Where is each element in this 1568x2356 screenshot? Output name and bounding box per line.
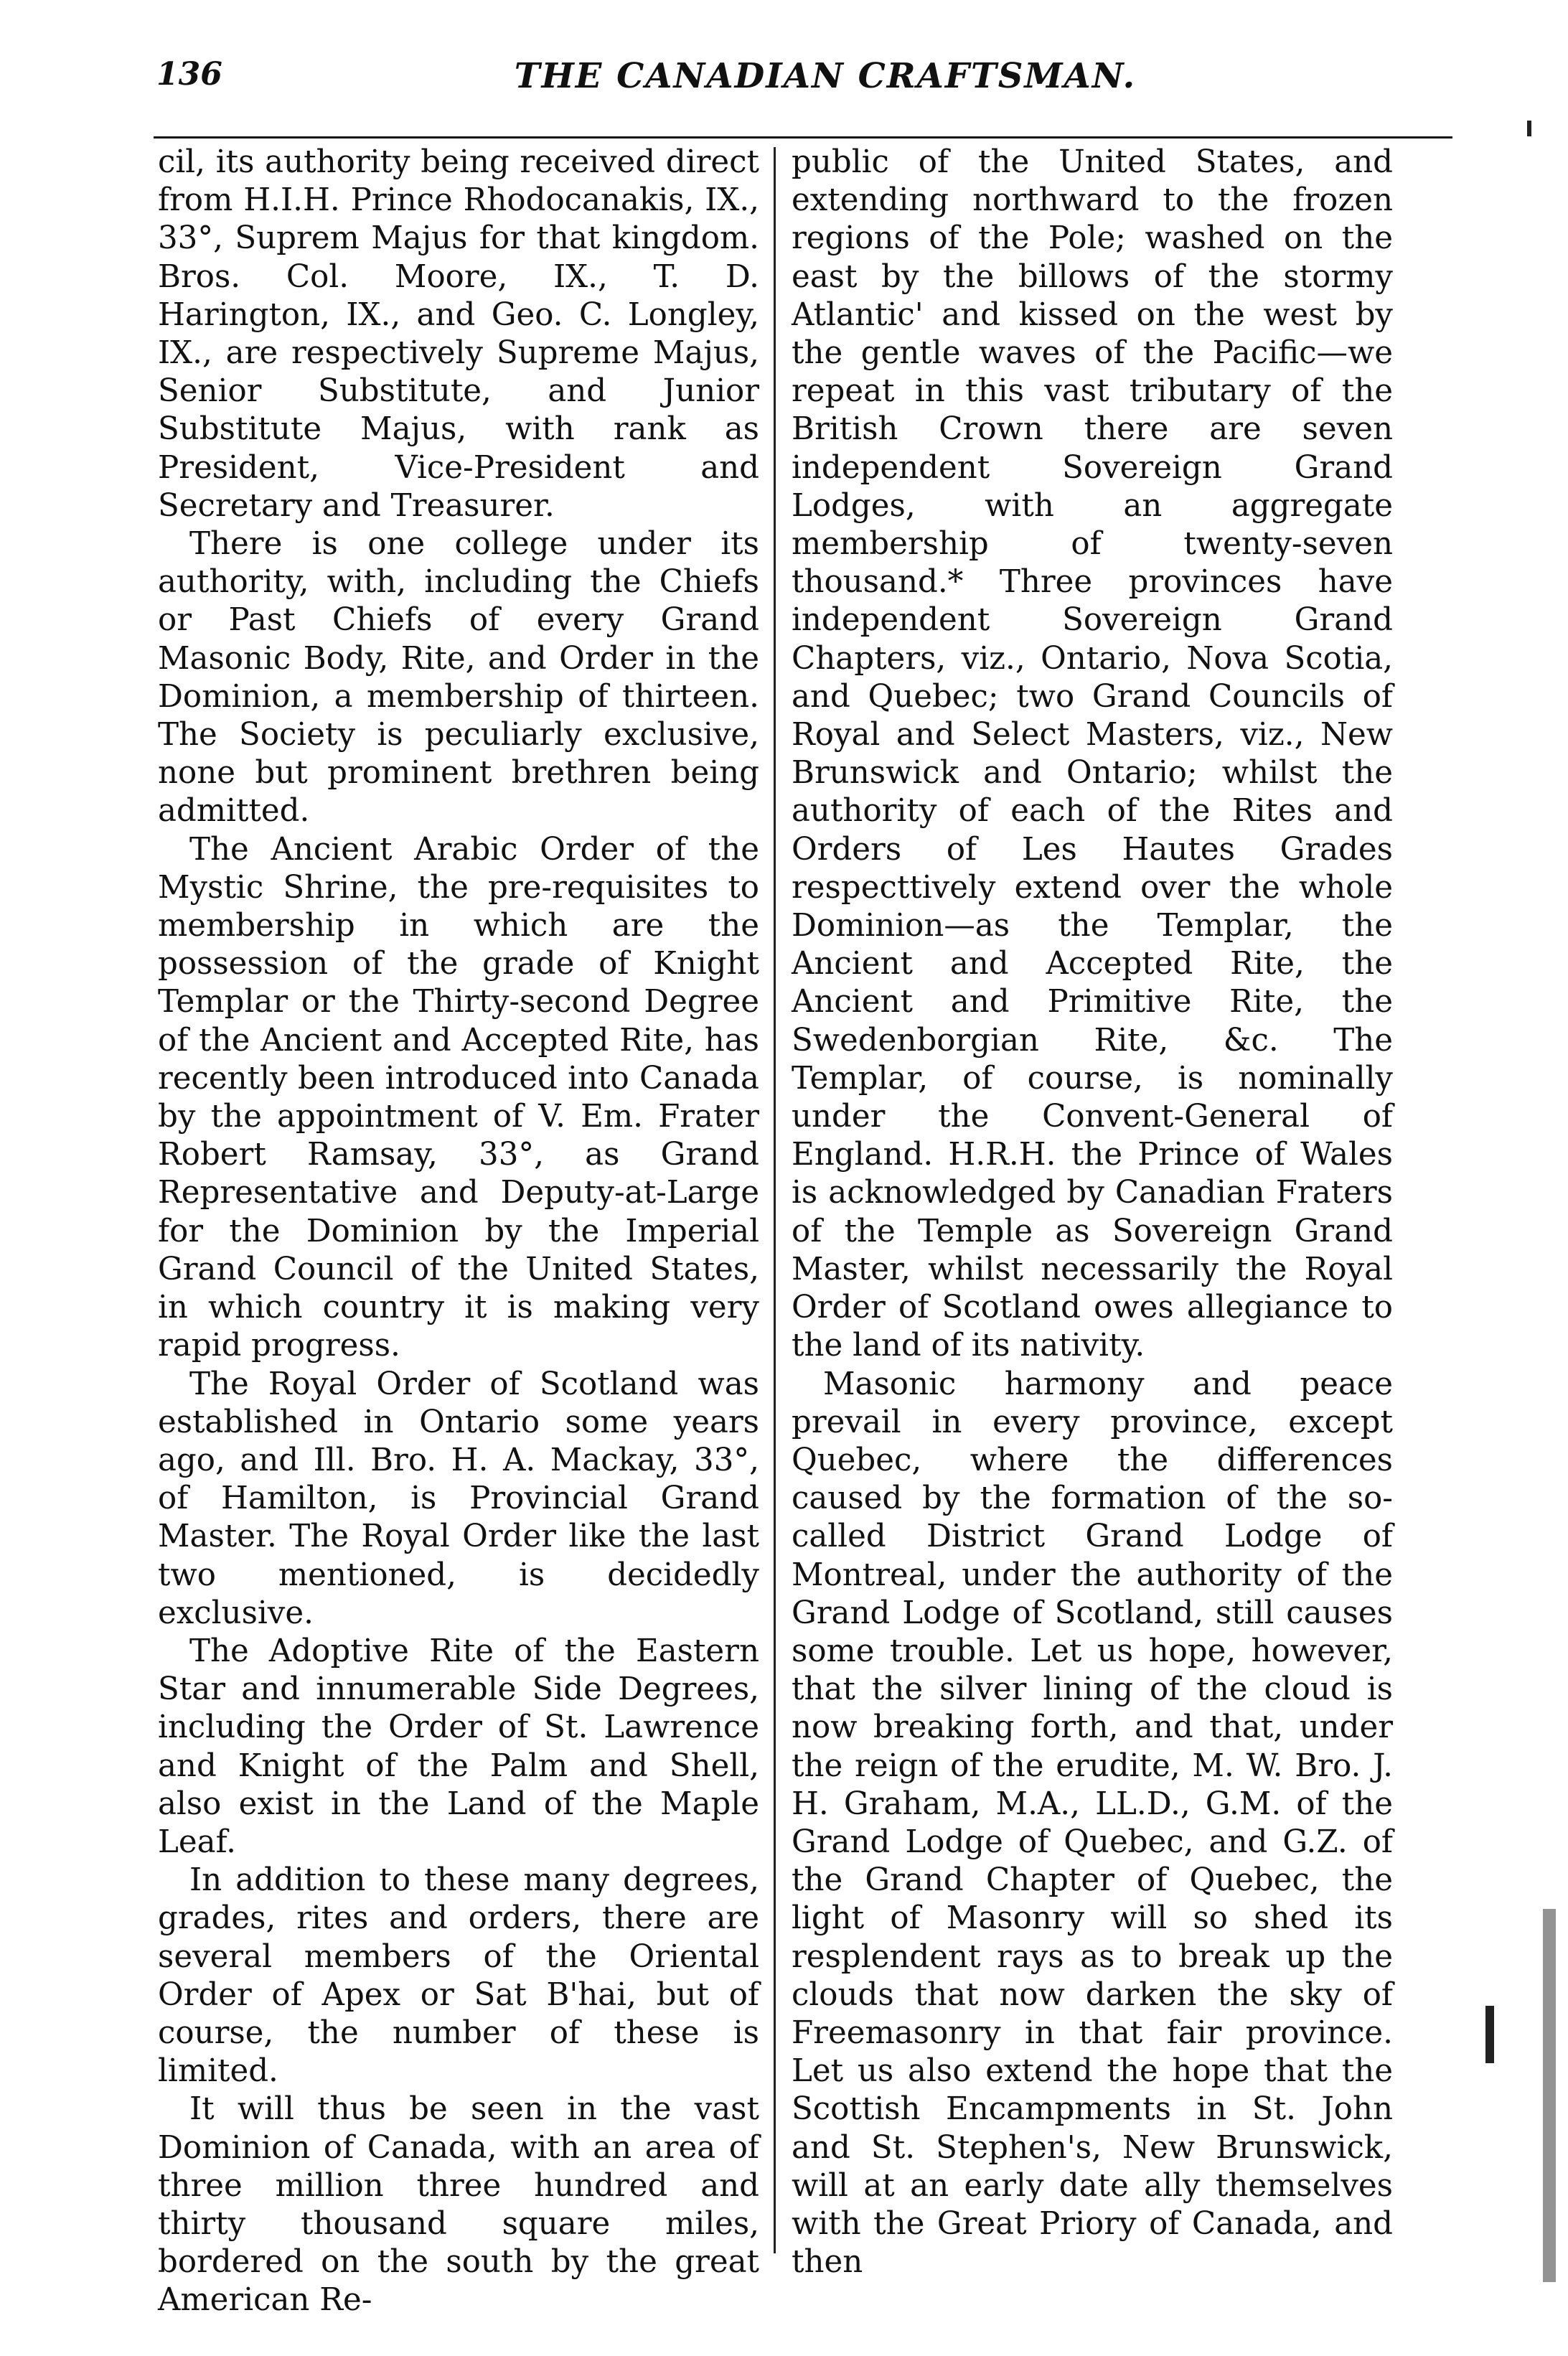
header-rule (154, 136, 1452, 139)
left-column (158, 144, 759, 2320)
paragraph: The Ancient Arabic Order of the Mystic Shrine, the pre-requisites to membership in which are the possession of the grade of Knight Templar or the Thirty-second Degree of the Ancient and Accepted Rite, has recently been introduced into Canada by the appointment of V. Em. Frater Robert Ramsay, 33°, as Grand Representative and Deputy-at-Large for the Dominion by the Imperial Grand Council of the United States, in which country it is making very rapid progress. (158, 831, 759, 1364)
margin-mark (1485, 2006, 1494, 2063)
page-number: 136 (156, 56, 222, 93)
paragraph: The Royal Order of Scotland was established in Ontario some years ago, and Ill. Bro. H. A. Mackay, 33°, of Hamilton, is Provincial Grand Master. The Royal Order like the last two mentioned, is decidedly exclusive. (158, 1366, 759, 1631)
column-divider (774, 147, 776, 2253)
paragraph: The Adoptive Rite of the Eastern Star and innumerable Side Degrees, including the Order of St. Lawrence and Knight of the Palm and Shell, also exist in the Land of the Maple Leaf. (158, 1633, 759, 1860)
right-column (792, 144, 1393, 2281)
paragraph: There is one college under its authority, with, including the Chiefs or Past Chiefs of every Grand Masonic Body, Rite, and Order in the Dominion, a membership of thirteen. The Society is peculiarly exclusive, none but prominent brethren being admitted. (158, 526, 759, 830)
paragraph: In addition to these many degrees, grades, rites and orders, there are several members of the Oriental Order of Apex or Sat B'hai, but of course, the number of these is limited. (158, 1862, 759, 2090)
running-title: THE CANADIAN CRAFTSMAN. (514, 56, 1137, 96)
paragraph: public of the United States, and extending northward to the frozen regions of the Pole; washed on the east by the billows of the stormy Atlantic' and kissed on the west by the gentle waves of the Pacific—we repeat in this vast tributary of the British Crown there are seven independent Sovereign Grand Lodges, with an aggregate membership of twenty-seven thousand.* Three provinces have independent Sovereign Grand Chapters, viz., Ontario, Nova Scotia, and Quebec; two Grand Councils of Royal and Select Masters, viz., New Brunswick and Ontario; whilst the authority of each of the Rites and Orders of Les Hautes Grades respecttively extend over the whole Dominion—as the Templar, the Ancient and Accepted Rite, the Ancient and Primitive Rite, the Swedenborgian Rite, &c. The Templar, of course, is nominally under the Convent-General of England. H.R.H. the Prince of Wales is acknowledged by Canadian Fraters of the Temple as Sovereign Grand Master, whilst necessarily the Royal Order of Scotland owes allegiance to the land of its nativity. (792, 144, 1393, 1364)
margin-mark (1527, 121, 1531, 136)
page-header (0, 50, 1568, 100)
paragraph: It will thus be seen in the vast Dominion of Canada, with an area of three million three hundred and thirty thousand square miles, bordered on the south by the great American Re- (158, 2091, 759, 2319)
paragraph: Masonic harmony and peace prevail in every province, except Quebec, where the differences caused by the formation of the so-called District Grand Lodge of Montreal, under the authority of the Grand Lodge of Scotland, still causes some trouble. Let us hope, however, that the silver lining of the cloud is now breaking forth, and that, under the reign of the erudite, M. W. Bro. J. H. Graham, M.A., LL.D., G.M. of the Grand Lodge of Quebec, and G.Z. of the Grand Chapter of Quebec, the light of Masonry will so shed its resplendent rays as to break up the clouds that now darken the sky of Freemasonry in that fair province. Let us also extend the hope that the Scottish Encampments in St. John and St. Stephen's, New Brunswick, will at an early date ally themselves with the Great Priory of Canada, and then (792, 1366, 1393, 2281)
page-edge-scratch (1543, 1909, 1556, 2282)
paragraph: cil, its authority being received direct from H.I.H. Prince Rhodocanakis, IX., 33°, Suprem Majus for that kingdom. Bros. Col. Moore, IX., T. D. Harington, IX., and Geo. C. Longley, IX., are respectively Supreme Majus, Senior Substitute, and Junior Substitute Majus, with rank as President, Vice-President and Secretary and Treasurer. (158, 144, 759, 524)
